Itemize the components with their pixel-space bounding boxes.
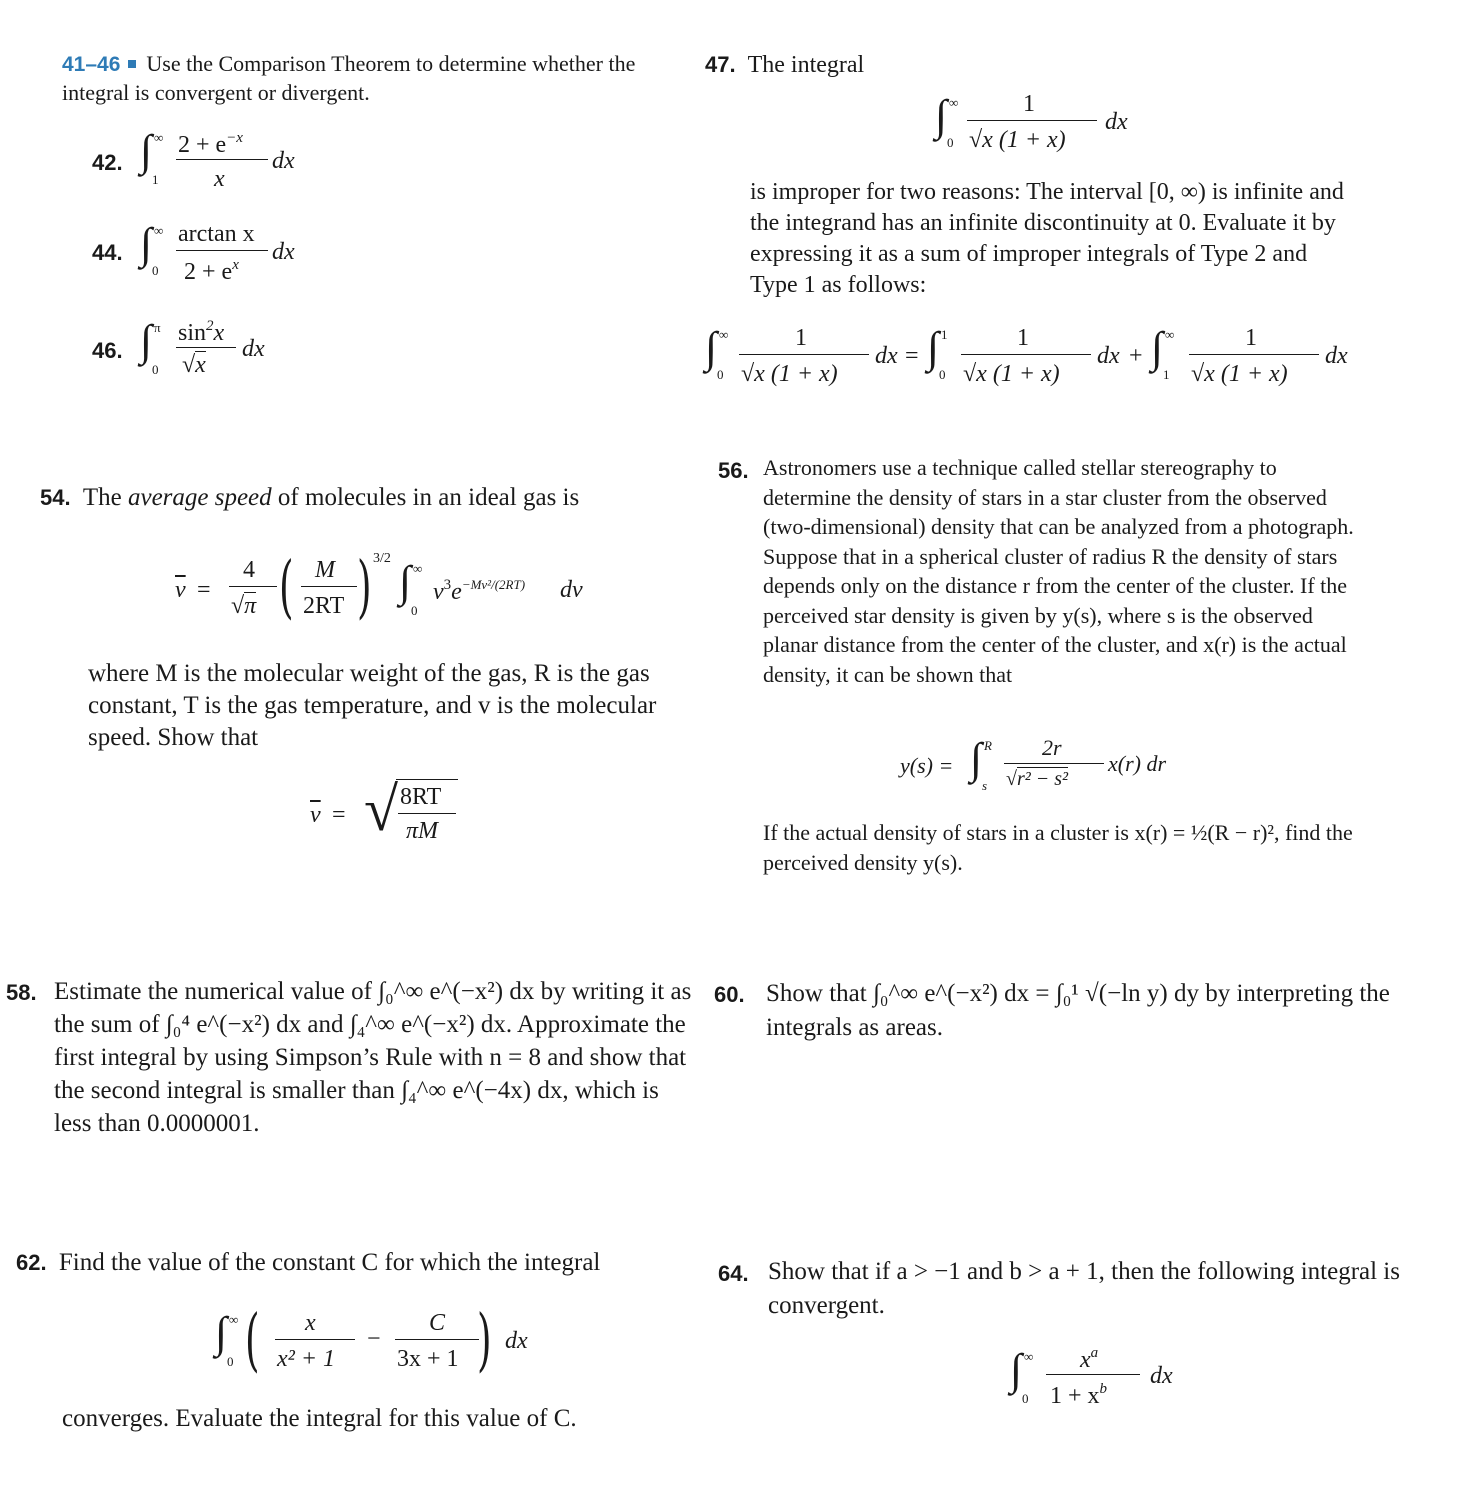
den-x: x <box>195 352 206 378</box>
lower-limit: 0 <box>411 603 418 618</box>
fraction-bar <box>176 347 236 348</box>
left-paren: ( <box>278 548 294 627</box>
fraction-bar-3 <box>1189 354 1319 355</box>
upper-limit: ∞ <box>154 130 164 145</box>
problem-56-number: 56. <box>718 458 749 483</box>
sqrt-pi <box>231 594 256 618</box>
threex: 3x + 1 <box>397 1346 459 1372</box>
denominator-1 <box>741 362 838 386</box>
problem-54-number: 54. <box>40 485 71 510</box>
upper-limit: π <box>154 320 161 335</box>
lower-limit: 0 <box>152 362 159 377</box>
problem-54-body: where M is the molecular weight of the gas, R is the gas constant, T is the gas temperature, and v is the molecular speed. Show that <box>88 660 657 751</box>
integral-sign: ∫ <box>970 734 983 783</box>
fraction-bar <box>967 120 1097 121</box>
lower-limit: s <box>982 778 988 793</box>
b: b <box>1099 1381 1108 1397</box>
pi: π <box>244 593 257 619</box>
dx: dx <box>1150 1363 1173 1389</box>
problem-62-number: 62. <box>16 1250 47 1275</box>
lead-b: of molecules in an ideal gas is <box>277 484 580 511</box>
fraction-bar-2 <box>961 354 1091 355</box>
fraction-bar <box>1004 763 1104 764</box>
four: 4 <box>243 557 255 583</box>
sqrt-sign: √ <box>364 776 399 844</box>
upper-limit: ∞ <box>949 95 959 110</box>
sqrt-sign: √ <box>741 361 755 387</box>
integral-sign: ∫ <box>935 91 948 140</box>
problem-47-number: 47. <box>705 52 736 77</box>
den-text: x (1 + x) <box>982 127 1066 153</box>
numerator-1: 1 <box>795 325 807 351</box>
num-x: x <box>213 320 225 346</box>
x: x <box>1080 1347 1091 1373</box>
dv: dv <box>560 577 583 603</box>
denominator <box>969 128 1066 152</box>
cube: 3 <box>443 577 452 593</box>
eightRT: 8RT <box>400 784 442 810</box>
fraction-bar-1 <box>739 354 869 355</box>
problem-64-integral <box>1010 1342 1210 1417</box>
num-exp: 2 <box>206 318 214 334</box>
sqrt-sign: √ <box>969 127 983 153</box>
upper-limit-2: 1 <box>941 327 948 342</box>
sqrt-sign: √ <box>1006 768 1017 790</box>
fraction-bar-1 <box>229 586 277 587</box>
den-text: r² − s² <box>1016 768 1069 790</box>
numerator: 2r <box>1042 735 1062 760</box>
den-text: x (1 + x) <box>754 361 838 387</box>
exponent: −Mv²/(2RT) <box>461 577 526 592</box>
den-exp: x <box>232 257 239 273</box>
right-paren: ) <box>356 548 372 627</box>
power: 3/2 <box>373 551 391 566</box>
sqrt-sign: √ <box>963 361 977 387</box>
problem-47-body: is improper for two reasons: The interval [0, ∞) is infinite and the integrand has an infinite discontinuity at 0. Evaluate it by expressing it as a sum of improper integrals of Type 2 and Type 1 as follows: <box>750 179 1344 298</box>
dx: dx <box>505 1328 528 1354</box>
lead-emphasis: average speed <box>127 484 272 511</box>
den-text: x (1 + x) <box>1204 361 1288 387</box>
integral-sign-3: ∫ <box>1151 323 1164 372</box>
numerator <box>1080 1346 1098 1372</box>
section-range: 41–46 <box>62 53 121 76</box>
problem-47-lead <box>705 50 864 80</box>
C: C <box>429 1310 446 1336</box>
lower-limit: 0 <box>947 135 954 150</box>
upper-limit: ∞ <box>1024 1349 1034 1364</box>
lower-limit-1: 0 <box>717 367 724 382</box>
integral-sign: ∫ <box>399 557 412 606</box>
equals: = <box>905 343 919 369</box>
denominator <box>184 258 239 284</box>
right-paren: ) <box>476 1301 492 1380</box>
problem-47-lead-text: The integral <box>747 52 865 78</box>
plus: + <box>1129 343 1143 369</box>
upper-limit: ∞ <box>413 561 423 576</box>
fraction-bar-2 <box>301 586 357 587</box>
lower-limit-2: 0 <box>939 367 946 382</box>
vbar: $\overline{v}$ <box>175 577 186 603</box>
problem-56-body: Astronomers use a technique called stellar stereography to determine the density of stars in a star cluster from the observed (two-dimensional) density that can be analyzed from a photograph. Suppose that in a spherical cluster of radius R the density of stars depends only on the distance r from the center of the cluster. If the perceived star density is given by y(s), where s is the observed planar distance from the center of the cluster, and x(r) is the actual density, it can be shown that <box>763 455 1354 687</box>
integral-sign-1: ∫ <box>705 323 718 372</box>
vbar: $\overline{v}$ <box>310 802 321 828</box>
numerator <box>178 319 224 345</box>
dx: dx <box>1105 109 1128 135</box>
integral-sign: ∫ <box>215 1308 228 1357</box>
numerator-2: 1 <box>1017 325 1029 351</box>
a: a <box>1090 1345 1099 1361</box>
problem-54-result <box>310 775 480 855</box>
section-intro <box>62 50 662 107</box>
integral-sign: ∫ <box>1010 1345 1023 1394</box>
section-instructions: Use the Comparison Theorem to determine whether the integral is convergent or divergent. <box>62 51 636 105</box>
equals: = <box>197 577 211 603</box>
problem-46-integral <box>140 315 340 385</box>
upper-limit-1: ∞ <box>719 327 729 342</box>
integral-sign-2: ∫ <box>927 323 940 372</box>
dx: dx <box>272 239 295 265</box>
integrand <box>433 578 525 604</box>
v: v <box>433 579 444 605</box>
num-sin: sin <box>178 320 207 346</box>
lower-limit: 0 <box>152 263 159 278</box>
problem-56-formula <box>900 735 1200 805</box>
dx: dx <box>272 148 295 174</box>
sqrt-bar <box>396 779 458 780</box>
denominator-3 <box>1191 362 1288 386</box>
dx-1: dx <box>875 343 898 369</box>
upper-limit-3: ∞ <box>1165 327 1175 342</box>
lhs: y(s) = <box>900 753 954 778</box>
problem-42-number: 42. <box>92 150 123 175</box>
denominator <box>1050 1382 1107 1408</box>
lower-limit-3: 1 <box>1163 367 1170 382</box>
problem-62-lead <box>16 1248 600 1278</box>
x2: x² + 1 <box>277 1346 336 1372</box>
problem-60-number: 60. <box>714 982 745 1007</box>
problem-64-number: 64. <box>718 1261 749 1286</box>
fraction-bar <box>1046 1374 1140 1375</box>
denominator <box>1006 769 1068 789</box>
problem-58-number: 58. <box>6 980 37 1005</box>
sqrt-sign: √ <box>182 352 196 378</box>
piM: πM <box>406 818 439 844</box>
dx-3: dx <box>1325 343 1348 369</box>
problem-54-lead <box>40 483 579 513</box>
numerator <box>178 131 243 157</box>
denominator: x <box>214 166 225 192</box>
den-text: x (1 + x) <box>976 361 1060 387</box>
integral-sign: ∫ <box>140 219 153 268</box>
den-text: 2 + e <box>184 259 233 285</box>
numerator: 1 <box>1023 91 1035 117</box>
num-exp: −x <box>226 130 243 146</box>
dx-2: dx <box>1097 343 1120 369</box>
fraction-bar-1 <box>275 1339 355 1340</box>
M: M <box>315 557 335 583</box>
fraction-bar <box>176 159 268 160</box>
numerator-3: 1 <box>1245 325 1257 351</box>
minus: − <box>367 1326 381 1352</box>
sqrt-sign: √ <box>1191 361 1205 387</box>
equals: = <box>332 802 346 828</box>
lower-limit: 0 <box>227 1354 234 1369</box>
denominator <box>182 353 206 377</box>
numerator <box>178 222 255 246</box>
sqrt-sign: √ <box>231 593 245 619</box>
problem-42-integral <box>140 125 340 195</box>
num-text: arctan x <box>178 221 255 247</box>
problem-44-integral <box>140 218 340 288</box>
problem-60-body: Show that ∫₀^∞ e^(−x²) dx = ∫₀¹ √(−ln y) dy by interpreting the integrals as areas. <box>766 980 1390 1041</box>
left-paren: ( <box>244 1301 260 1380</box>
lead-a: The <box>82 484 122 511</box>
upper-limit: ∞ <box>154 223 164 238</box>
problem-64-body: Show that if a > −1 and b > a + 1, then the following integral is convergent. <box>768 1258 1400 1319</box>
twoRT: 2RT <box>303 593 345 619</box>
integral-sign: ∫ <box>140 316 153 365</box>
problem-62-lead-text: Find the value of the constant C for which the integral <box>58 1249 601 1276</box>
problem-58-body: Estimate the numerical value of ∫₀^∞ e^(−x²) dx by writing it as the sum of ∫₀⁴ e^(−x²) dx and ∫₄^∞ e^(−x²) dx. Approximate the first integral by using Simpson’s Rule with n = 8 and show that the second integral is smaller than ∫₄^∞ e^(−4x) dx, which is less than 0.0000001. <box>54 978 692 1137</box>
problem-47-integral <box>935 88 1155 160</box>
x: x <box>305 1310 316 1336</box>
upper-limit: R <box>984 738 992 753</box>
lower-limit: 0 <box>1022 1391 1029 1406</box>
rest: x(r) dr <box>1108 751 1167 776</box>
num-text: 2 + e <box>178 132 227 158</box>
integral-sign: ∫ <box>140 126 153 175</box>
fraction-bar <box>398 813 456 814</box>
problem-62-after: converges. Evaluate the integral for this value of C. <box>62 1405 577 1432</box>
dx: dx <box>242 336 265 362</box>
e: e <box>451 579 462 605</box>
problem-44-number: 44. <box>92 240 123 265</box>
lower-limit: 1 <box>152 172 159 187</box>
bullet-square <box>128 60 136 68</box>
den-text: 1 + x <box>1050 1383 1100 1409</box>
problem-56-after: If the actual density of stars in a cluster is x(r) = ½(R − r)², find the perceived density y(s). <box>763 820 1353 875</box>
fraction-bar <box>176 250 268 251</box>
fraction-bar-2 <box>395 1339 479 1340</box>
problem-46-number: 46. <box>92 338 123 363</box>
problem-62-integral <box>215 1303 555 1383</box>
upper-limit: ∞ <box>229 1312 239 1327</box>
problem-47-decomposition <box>705 322 1365 402</box>
denominator-2 <box>963 362 1060 386</box>
problem-54-formula <box>175 548 615 638</box>
